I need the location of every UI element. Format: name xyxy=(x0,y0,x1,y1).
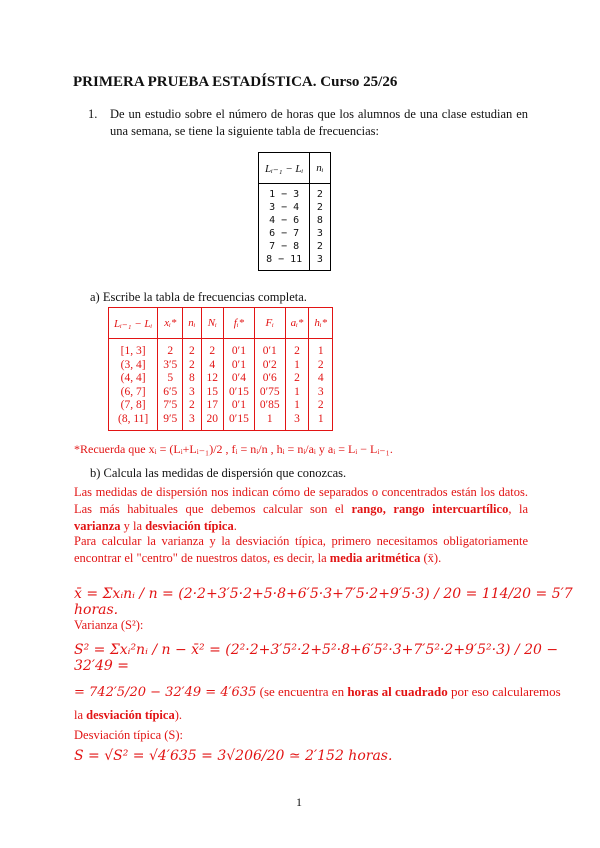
table-cell: 3 xyxy=(189,385,195,398)
table-cell: 2 xyxy=(209,345,216,357)
table-cell: 5 xyxy=(167,372,174,384)
variance-note xyxy=(74,708,182,723)
count-column xyxy=(310,184,330,271)
bold-text: rango, rango intercuartílico xyxy=(351,502,509,516)
table-cell: 3 xyxy=(317,385,324,398)
bold-text: varianza xyxy=(74,519,121,533)
variance-label: Varianza (S²): xyxy=(74,618,144,632)
table-column xyxy=(254,339,285,431)
table-column xyxy=(158,339,183,431)
table-cell: (8, 11] xyxy=(118,412,149,425)
table-cell: 2 xyxy=(189,358,195,371)
table-cell: 6′5 xyxy=(163,385,178,398)
table-cell: 2 xyxy=(316,202,323,213)
table-cell: 0′85 xyxy=(259,399,280,411)
table-cell: 1 − 3 xyxy=(269,189,300,200)
table-cell: 3 xyxy=(316,228,323,239)
table-cell: 4 − 6 xyxy=(269,215,300,226)
table-cell: 9′5 xyxy=(163,412,178,425)
table-cell: 0′1 xyxy=(231,358,246,371)
table-cell: 0′1 xyxy=(231,399,246,411)
table-cell: 3′5 xyxy=(163,358,178,371)
table-header: Nᵢ xyxy=(201,308,224,339)
table-cell: [1, 3] xyxy=(120,345,146,357)
table-header: hᵢ* xyxy=(309,308,333,339)
table-cell: 2 xyxy=(316,189,323,200)
table-header: Lᵢ₋₁ − Lᵢ xyxy=(109,308,158,339)
table-header: xᵢ* xyxy=(158,308,183,339)
table-cell: 2 xyxy=(167,345,174,357)
table-cell: (7, 8] xyxy=(120,399,146,411)
table-cell: 7 − 8 xyxy=(269,241,300,252)
table-cell: 4 xyxy=(317,372,324,384)
complete-frequency-table xyxy=(108,307,333,431)
table-column xyxy=(183,339,201,431)
bold-text: horas al cuadrado xyxy=(347,684,448,699)
table-header: nᵢ xyxy=(183,308,201,339)
answer-paragraph-1 xyxy=(74,484,528,535)
text: ). xyxy=(174,708,182,722)
table-cell: 3 xyxy=(294,412,300,425)
table-cell: 0′75 xyxy=(259,385,280,398)
table-cell: 1 xyxy=(294,358,300,371)
table-cell: 2 xyxy=(189,345,195,357)
bold-text: desviación típica xyxy=(86,708,175,722)
table-cell: 17 xyxy=(206,399,219,411)
page-number: 1 xyxy=(296,795,302,809)
table-header: aᵢ* xyxy=(285,308,309,339)
table-column xyxy=(224,339,255,431)
table-cell: 0′2 xyxy=(262,358,277,371)
table-cell: 0′15 xyxy=(229,385,249,398)
table-column xyxy=(201,339,224,431)
table-cell: 0′6 xyxy=(262,372,277,384)
text: y la xyxy=(120,519,146,533)
table-cell: 12 xyxy=(206,372,219,384)
table-column xyxy=(309,339,333,431)
table-header: nᵢ xyxy=(310,153,330,184)
text: por eso calcularemos xyxy=(447,684,561,699)
table-cell: 3 xyxy=(189,412,195,425)
page-title: PRIMERA PRUEBA ESTADÍSTICA. Curso 25/26 xyxy=(73,74,398,90)
table-cell: 7′5 xyxy=(163,399,178,411)
table-header: fᵢ* xyxy=(224,308,255,339)
table-cell: 2 xyxy=(317,358,324,371)
table-cell: 2 xyxy=(294,345,300,357)
text: Las medidas de dispersión nos indican cómo de separados o concentrados están los datos. Las más habituales que debemos calcular son el xyxy=(74,485,528,516)
text: , la xyxy=(508,502,529,516)
table-cell: 1 xyxy=(294,399,300,411)
table-cell: 8 xyxy=(316,215,323,226)
table-cell: 15 xyxy=(206,385,219,398)
table-cell: 2 xyxy=(316,241,323,252)
table-column xyxy=(109,339,158,431)
text: la xyxy=(74,708,87,722)
reminder-note: *Recuerda que xᵢ = (Lᵢ+Lᵢ₋₁)/2 , fᵢ = nᵢ/n , hᵢ = nᵢ/aᵢ y aᵢ = Lᵢ − Lᵢ₋₁. xyxy=(74,442,393,456)
table-cell: 1 xyxy=(294,385,300,398)
table-cell: 8 xyxy=(189,372,195,384)
table-cell: 2 xyxy=(294,372,300,384)
table-column xyxy=(285,339,309,431)
table-cell: 1 xyxy=(317,345,324,357)
bold-text: media aritmética xyxy=(329,551,421,565)
table-cell: (6, 7] xyxy=(120,385,146,398)
table-cell: 8 − 11 xyxy=(266,254,303,265)
table-cell: 20 xyxy=(206,412,219,425)
std-dev-label: Desviación típica (S): xyxy=(74,728,183,742)
table-cell: (3, 4] xyxy=(120,358,146,371)
table-cell: 0′4 xyxy=(231,372,246,384)
table-cell: 3 xyxy=(316,254,323,265)
table-cell: 2 xyxy=(189,399,195,411)
part-b-label: b) Calcula las medidas de dispersión que conozcas. xyxy=(90,466,347,480)
text: . xyxy=(233,519,237,533)
table-cell: 0′15 xyxy=(229,412,249,425)
table-cell: 4 xyxy=(209,358,216,371)
variance-equation: S² = Σxᵢ²nᵢ / n − x̄² = (2²·2+3′5²·2+5²·8+6′5²·3+7′5²·2+9′5²·3) / 20 − 32′49 = xyxy=(74,642,559,674)
interval-column xyxy=(259,184,310,271)
table-header: Lᵢ₋₁ − Lᵢ xyxy=(259,153,310,184)
mean-equation: x̄ = Σxᵢnᵢ / n = (2·2+3′5·2+5·8+6′5·3+7′5·2+9′5·3) / 20 = 114/20 = 5′7 horas. xyxy=(74,586,573,618)
variance-result xyxy=(74,684,561,700)
text: Para calcular la varianza y la desviación típica, primero necesitamos obligatoriamente encontrar el "centro" de nuestros datos, es decir, la xyxy=(74,534,528,565)
table-cell: (4, 4] xyxy=(120,372,146,384)
table-cell: 1 xyxy=(266,412,273,425)
question-number: 1. xyxy=(88,107,98,121)
part-a-label: a) Escribe la tabla de frecuencias completa. xyxy=(90,290,307,304)
text: (se encuentra en xyxy=(256,684,348,699)
bold-text: desviación típica xyxy=(145,519,234,533)
text: (x̄). xyxy=(420,551,442,565)
std-dev-equation: S = √S² = √4′635 = 3√206/20 ≃ 2′152 horas. xyxy=(74,748,393,764)
table-cell: 1 xyxy=(317,412,324,425)
table-cell: 3 − 4 xyxy=(269,202,300,213)
variance-result-value: = 742′5/20 − 32′49 = 4′635 xyxy=(74,685,257,700)
question-text: De un estudio sobre el número de horas que los alumnos de una clase estudian en una semana, se tiene la siguiente tabla de frecuencias: xyxy=(110,107,528,138)
table-cell: 0′1 xyxy=(262,345,277,357)
frequency-table xyxy=(258,152,331,271)
table-cell: 0′1 xyxy=(231,345,246,357)
table-cell: 6 − 7 xyxy=(269,228,300,239)
table-cell: 2 xyxy=(317,399,324,411)
answer-paragraph-2 xyxy=(74,533,528,567)
table-header: Fᵢ xyxy=(254,308,285,339)
